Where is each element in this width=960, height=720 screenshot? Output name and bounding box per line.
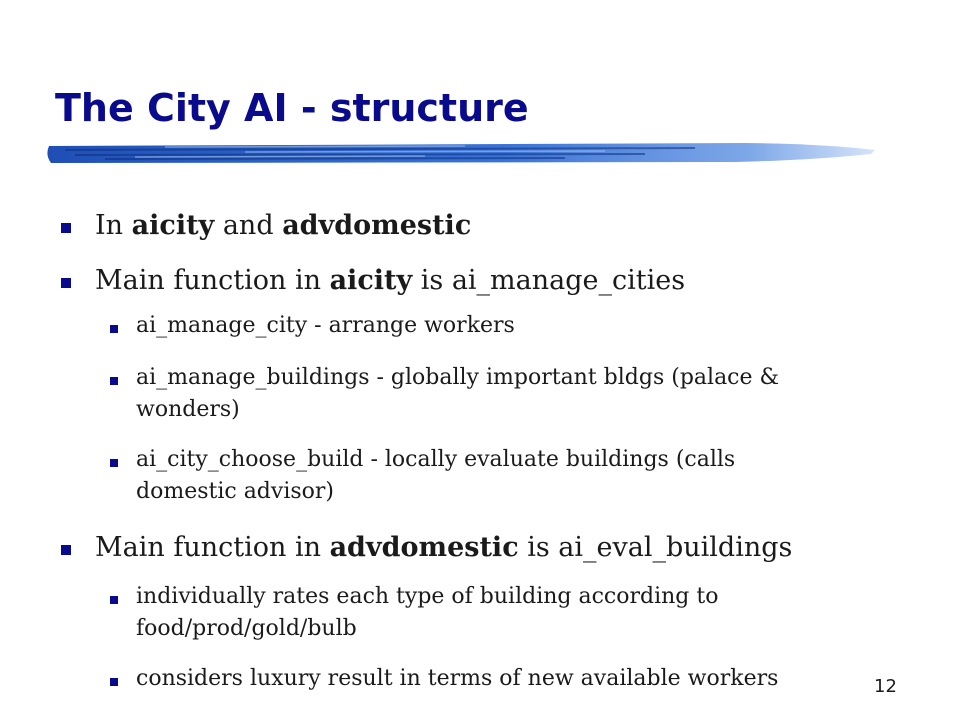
sub-bullet-item: ai_city_choose_build - locally evaluate buildings (calls xyxy=(136,447,736,472)
bullet-square-icon xyxy=(61,545,71,555)
sub-bullet-square-icon xyxy=(110,377,118,385)
sub-bullet-square-icon xyxy=(110,678,118,686)
sub-bullet-item-continuation: wonders) xyxy=(136,397,240,422)
sub-bullet-item-continuation: domestic advisor) xyxy=(136,479,334,504)
sub-bullet-square-icon xyxy=(110,325,118,333)
sub-bullet-square-icon xyxy=(110,596,118,604)
sub-bullet-square-icon xyxy=(110,459,118,467)
sub-bullet-item: individually rates each type of building according to xyxy=(136,584,719,609)
sub-bullet-item-continuation: food/prod/gold/bulb xyxy=(136,616,357,641)
sub-bullet-item: ai_manage_buildings - globally important bldgs (palace & xyxy=(136,365,780,390)
bullet-item: Main function in advdomestic is ai_eval_buildings xyxy=(95,532,793,563)
bullet-item: In aicity and advdomestic xyxy=(95,210,472,241)
sub-bullet-item: ai_manage_city - arrange workers xyxy=(136,313,515,338)
bullet-item: Main function in aicity is ai_manage_cities xyxy=(95,265,686,296)
sub-bullet-item: considers luxury result in terms of new available workers xyxy=(136,666,779,691)
bullet-square-icon xyxy=(61,223,71,233)
page-number: 12 xyxy=(874,676,897,697)
slide-title: The City AI - structure xyxy=(55,86,529,130)
bullet-square-icon xyxy=(61,278,71,288)
